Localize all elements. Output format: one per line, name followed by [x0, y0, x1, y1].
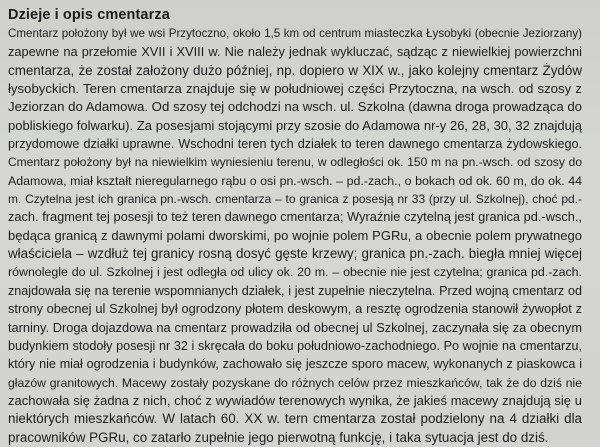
text-line: zachowała się żadna z nich, choć z wywiadów terenowych wynika, że jakieś macewy znajdują się u: [8, 392, 582, 408]
text-line: łysobyckich. Teren cmentarza znajduje się w południowej części Przytoczna, na wsch. od szosy z: [8, 81, 582, 97]
text-line: pracowników PGRu, co zatarło zupełnie jego pierwotną funkcję, i taka sytuacja jest do dziś.: [8, 429, 549, 445]
body-text: [4, 25, 594, 447]
text-line: budynkiem stodoły posesji nr 32 i skręcała do boku południowo-zachodniego. Po wojnie na cmentarzu,: [8, 338, 582, 353]
section-heading: Dzieje i opis cmentarza: [8, 7, 170, 23]
text-line: tarniny. Droga dojazdowa na cmentarz prowadziła od obecnej ul Szkolnej, zaczynała się za obecnym: [8, 319, 582, 335]
text-line: strony obecnej ul Szkolnej był ogrodzony płotem deskowym, a resztę ogrodzenia stanowił żywopłot z: [8, 301, 582, 317]
text-line: Jeziorzan do Adamowa. Od szosy tej odchodzi na wsch. ul. Szkolna (dawna droga prowadząca do: [8, 99, 582, 115]
text-line: zapewne na przełomie XVII i XVIII w. Nie należy jednak wykluczać, sądząc z niewielkiej powierzchni: [8, 44, 582, 60]
text-line: Adamowa, miał kształt nieregularnego rąbu o osi pn.-wsch. – pd.-zach., o bokach od ok. 60 m, do ok. 44: [8, 173, 582, 188]
text-line: cmentarza, że został założony dużo później, np. dopiero w XIX w., jako kolejny cmentarz Żydów: [8, 62, 582, 78]
text-line: będąca granicą z dawnymi polami dworskimi, po wojnie polem PGRu, a obecnie polem prywatnego: [8, 227, 582, 243]
text-line: Cmentarz położony był na niewielkim wyniesieniu terenu, w odległości ok. 150 m na pn.-wsch. od szosy do: [8, 155, 582, 170]
text-line: zach. fragment tej posesji to też teren dawnego cmentarza; Wyraźnie czytelną jest granica pd.-wsch.,: [8, 209, 582, 225]
text-line: znajdowała się na terenie wspomnianych działek, i jest zupełnie nieczytelna. Przed wojną cmentarz od: [8, 283, 582, 298]
text-line: Cmentarz położony był we wsi Przytoczno, około 1,5 km od centrum miasteczka Łysobyki (obecnie Jeziorzany): [8, 27, 582, 40]
text-line: równolegle do ul. Szkolnej i jest odległa od ulicy ok. 20 m. – obecnie nie jest czytelna; granica pd.-zach.: [8, 265, 582, 280]
text-line: m. Czytelna jest ich granica pn.-wsch. cmentarza – to granica z posesją nr 33 (przy ul. Szkolnej), choć pd.-: [8, 192, 582, 207]
text-line: pobliskiego folwarku). Za posesjami stojącymi przy szosie do Adamowa nr-y 26, 28, 30, 32 znajdują: [8, 117, 582, 133]
text-line: głazów granitowych. Macewy zostały pozyskane do różnych celów przez mieszkańców, tak że do dziś nie: [8, 375, 582, 390]
text-line: niektórych mieszkańców. W latach 60. XX w. tern cmentarza został podzielony na 4 działki dla: [8, 411, 582, 427]
text-line: właściciela – wzdłuż tej granicy rosną dosyć gęste krzewy; granica pn.-zach. biegła mniej więcej: [8, 246, 582, 262]
text-line: przydomowe działki uprawne. Wschodni teren tych działek to teren dawnego cmentarza żydowskiego.: [8, 137, 582, 152]
text-line: który nie miał ogrodzenia i budynków, zachowało się jeszcze sporo macew, wykonanych z piaskowca i: [8, 357, 582, 372]
